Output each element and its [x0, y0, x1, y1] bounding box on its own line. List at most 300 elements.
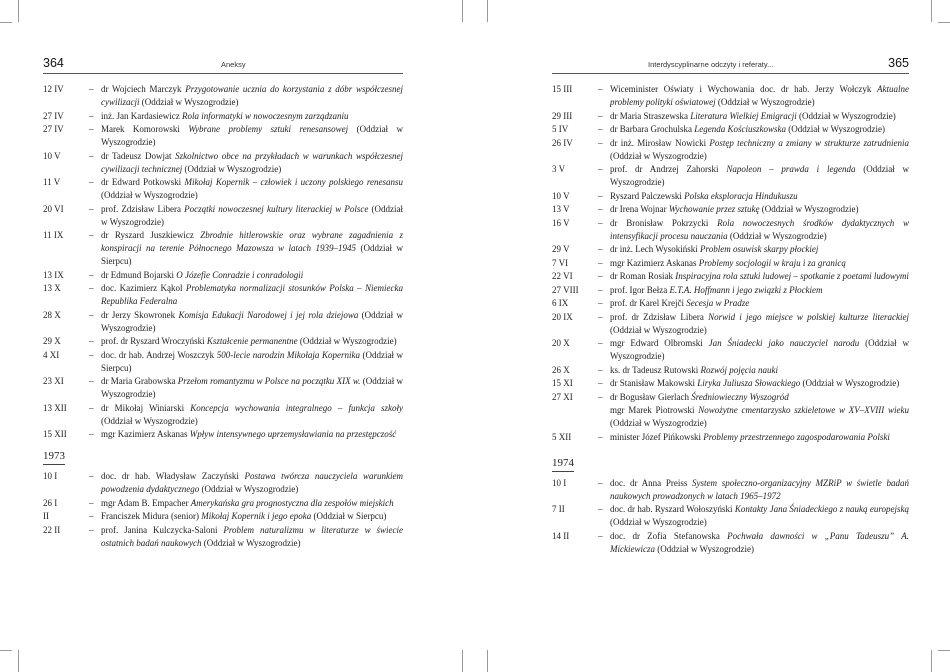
entry-dash: –: [89, 177, 94, 187]
entry-dash: –: [89, 524, 94, 535]
running-head: Interdyscyplinarne odczyty i referaty...: [648, 60, 774, 69]
list-item: [552, 270, 909, 283]
entry-date: 15 XII: [43, 429, 67, 439]
entry-text: [101, 176, 403, 202]
entry-date: 26 I: [43, 497, 58, 508]
entry-dash: –: [598, 204, 603, 214]
entry-date: 13 V: [552, 204, 570, 214]
list-item: [43, 83, 403, 109]
entry-speaker: prof. dr Andrzej Zahorski: [610, 164, 727, 174]
entry-date: 27 XI: [552, 391, 573, 402]
entry-title: Komisja Edukacji Narodowej i jej rola dziejowa: [178, 309, 359, 320]
entry-text: [101, 402, 403, 428]
list-item: [552, 311, 909, 337]
entry-dash: –: [598, 311, 603, 322]
header-rule: [552, 73, 909, 74]
entry-date: 22 II: [43, 524, 61, 535]
entry-date: 29 X: [43, 336, 61, 346]
entry-location: (Oddział w Wyszogrodzie): [610, 164, 909, 187]
entry-date: [552, 404, 598, 430]
entry-dash: –: [89, 230, 94, 240]
entry-dash: –: [89, 349, 94, 360]
entry-date: 6 IX: [552, 298, 569, 308]
entry-date: II: [43, 511, 49, 521]
list-item: [43, 309, 403, 335]
entry-speaker: prof. Igor Bełza: [610, 284, 670, 295]
entry-date: 26 IV: [552, 137, 573, 148]
list-item: [552, 431, 909, 444]
running-head: Aneksy: [221, 60, 246, 69]
entry-title: Początki nowoczesnej kultury literackiej w Polsce: [184, 203, 369, 214]
entry-title: Nowożytne cmentarzysko szkieletowe w XV–XVIII wieku: [698, 405, 909, 415]
entry-dash: –: [598, 190, 603, 201]
entry-dash: –: [598, 244, 603, 254]
entry-title: Wychowanie przez sztukę: [668, 204, 760, 214]
list-item: [43, 510, 403, 523]
list-item: [552, 404, 909, 430]
entry-text: [610, 190, 909, 203]
entry-location: (Oddział w Sierpcu): [101, 243, 403, 266]
list-item: [552, 257, 909, 270]
entry-text: [101, 335, 403, 348]
list-item: [43, 428, 403, 441]
entry-dash: –: [89, 497, 94, 508]
entry-location: (Oddział w Wyszogrodzie): [610, 338, 909, 361]
entry-date: 20 X: [552, 338, 570, 348]
entry-text: [610, 270, 909, 283]
entry-date: 10 V: [43, 150, 61, 161]
entry-text: [610, 311, 909, 337]
entry-title: Szkolnictwo obce na przykładach w warunkach współczesnej cywilizacji technicznej: [101, 150, 404, 174]
entry-date: 20 IX: [552, 311, 573, 322]
header-rule: [43, 73, 403, 74]
entry-title: Amerykańska gra prognostyczna dla zespołów miejskich: [190, 497, 394, 508]
entry-speaker: doc. dr Anna Preiss: [610, 477, 693, 488]
entry-speaker: doc. Kazimierz Kąkol: [101, 283, 186, 293]
entry-speaker: prof. Zdzisław Libera: [101, 203, 185, 214]
entry-date: 4 XI: [43, 349, 60, 360]
entry-date: 14 II: [552, 530, 570, 541]
entry-title: Liryka Juliusza Słowackiego: [697, 378, 801, 388]
entry-text: [610, 530, 909, 556]
entry-text: [610, 83, 909, 109]
entry-speaker: dr Tadeusz Dowjat: [101, 150, 176, 161]
entry-speaker: doc. dr hab. Andrzej Woszczyk: [101, 349, 217, 360]
list-item: [552, 123, 909, 136]
entry-date: 13 IX: [43, 269, 64, 280]
entry-speaker: doc. dr Zofia Stefanowska: [610, 530, 728, 541]
list-item: [43, 203, 403, 229]
entry-speaker: mgr Kazimierz Askanas: [610, 257, 699, 268]
entry-text: [610, 163, 909, 189]
entry-speaker: Marek Komorowski: [101, 124, 189, 134]
list-item: [43, 229, 403, 268]
entry-text: [610, 364, 909, 377]
entry-date: 5 IV: [552, 124, 569, 134]
list-item: [552, 391, 909, 404]
list-item: [43, 110, 403, 123]
entry-title: Rola informatyki w nowoczesnym zarządzaniu: [181, 110, 349, 121]
entry-speaker: ks. dr Tadeusz Rutowski: [610, 364, 701, 375]
entry-speaker: prof. Janina Kulczycka-Saloni: [101, 524, 224, 535]
entry-location: (Oddział w Wyszogrodzie): [785, 124, 885, 134]
entry-title: 500-lecie narodzin Mikołaja Kopernika: [216, 349, 360, 360]
entry-text: [610, 477, 909, 503]
list-item: [552, 110, 909, 123]
entry-title: Postawa twórcza nauczyciela warunkiem powodzenia dydaktycznego: [101, 471, 403, 494]
entry-dash: –: [598, 164, 603, 174]
entry-title: O Józefie Conradzie i conradologii: [176, 269, 304, 280]
list-item: [43, 470, 403, 496]
entry-text: [610, 257, 909, 270]
entry-location: (Oddział w Wyszogrodzie): [101, 376, 403, 399]
entry-dash: –: [89, 336, 94, 346]
entry-title: Napoleon – prawda i legenda: [726, 164, 856, 174]
entry-text: [610, 503, 909, 529]
entry-text: [101, 282, 403, 308]
entry-text: [101, 150, 403, 176]
entry-text: [610, 217, 909, 243]
entry-date: 29 III: [552, 110, 573, 121]
entry-title: Wybrane problemy sztuki renesansowej: [188, 124, 349, 134]
entry-title: Mikołaj Kopernik i jego epoka: [201, 511, 312, 521]
entry-location: (Oddział w Wyszogrodzie): [800, 378, 900, 388]
entry-text: [610, 377, 909, 390]
entry-date: 13 X: [43, 283, 61, 293]
entry-title: Inspiracyjna rola sztuki ludowej – spotkanie z poetami ludowymi: [675, 271, 909, 281]
entry-location: (Oddział w Wyszogrodzie): [796, 110, 896, 121]
entry-speaker: mgr Edward Olbromski: [610, 338, 709, 348]
entry-text: [610, 391, 909, 404]
entry-dash: –: [89, 124, 94, 134]
list-item: [43, 150, 403, 176]
list-item: [552, 503, 909, 529]
entry-date: 11 V: [43, 177, 61, 187]
entry-date: 16 V: [552, 217, 570, 228]
entry-location: (Oddział w Wyszogrodzie): [199, 484, 299, 494]
entry-date: 27 VIII: [552, 284, 579, 295]
entry-date: 15 III: [552, 84, 573, 94]
entry-speaker: dr Edmund Bojarski: [101, 269, 177, 280]
entry-date: 26 X: [552, 364, 570, 375]
entry-dash: –: [598, 284, 603, 295]
entry-text: [101, 524, 403, 550]
entry-location: (Oddział w Sierpcu): [101, 349, 403, 373]
entry-text: [610, 284, 909, 297]
entry-title: Aktualne problemy polityki oświatowej: [610, 84, 909, 107]
crop-mark: [0, 650, 12, 651]
entry-text: [101, 110, 403, 123]
entry-text: [101, 203, 403, 229]
entry-location: (Oddział w Wyszogrodzie): [139, 97, 239, 107]
list-item: [43, 349, 403, 375]
entry-speaker: dr Bogusław Gierlach: [610, 391, 692, 402]
entry-speaker: prof. dr Zdzisław Libera: [610, 311, 709, 322]
entry-title: Rozwój pojęcia nauki: [700, 364, 778, 375]
entry-title: System społeczno-organizacyjny MZRiP w świetle badań naukowych prowadzonych w latach 1965–1972: [610, 477, 909, 501]
entry-location: (Oddział w Wyszogrodzie): [727, 230, 827, 241]
entry-dash: –: [598, 391, 603, 402]
list-item: [43, 282, 403, 308]
entry-dash: –: [598, 84, 603, 94]
entry-location: (Oddział w Wyszogrodzie): [101, 124, 403, 147]
page-header: [43, 56, 403, 72]
entry-text: [101, 497, 403, 510]
page-number: 364: [43, 56, 64, 70]
entry-speaker: dr Wojciech Marczyk: [101, 84, 186, 94]
entry-date: 7 II: [552, 504, 565, 514]
page-number: 365: [888, 56, 909, 70]
entry-location: (Oddział w Wyszogrodzie): [101, 309, 403, 333]
entry-date: 27 IV: [43, 124, 64, 134]
entry-text: [610, 404, 909, 430]
entry-text: [610, 431, 909, 444]
entry-title: Przełom romantyzmu w Polsce na początku XIX w.: [177, 376, 361, 386]
list-item: [552, 217, 909, 243]
list-item: [43, 176, 403, 202]
entry-location: (Oddział w Wyszogrodzie): [610, 418, 707, 428]
entry-title: Problematyka normalizacji stosunków Polska – Niemiecka Republika Federalna: [101, 283, 404, 306]
list-item: [43, 497, 403, 510]
entry-dash: –: [89, 84, 94, 94]
entry-text: [101, 510, 403, 523]
lecture-list: [552, 477, 909, 556]
entry-location: (Oddział w Wyszogrodzie): [610, 517, 707, 527]
entry-date: 7 VI: [552, 257, 569, 268]
entry-speaker: dr Maria Grabowska: [101, 376, 178, 386]
entry-location: (Oddział w Wyszogrodzie): [297, 336, 397, 346]
entry-dash: –: [598, 257, 603, 268]
list-item: [552, 243, 909, 256]
right-page: [552, 56, 909, 556]
entry-location: (Oddział w Wyszogrodzie): [101, 190, 198, 200]
entry-date: 23 XI: [43, 376, 64, 386]
entry-location: (Oddział w Wyszogrodzie): [715, 97, 815, 107]
entry-speaker: dr Irena Wojnar: [610, 204, 669, 214]
entry-speaker: inż. Jan Kardasiewicz: [101, 110, 182, 121]
entry-title: Kontakty Jana Śniadeckiego z nauką europejską: [734, 504, 910, 514]
entry-speaker: dr Ryszard Juszkiewicz: [101, 230, 201, 240]
entry-title: Przygotowanie ucznia do korzystania z dóbr współczesnej cywilizacji: [101, 84, 403, 107]
year-heading: 1973: [43, 450, 403, 465]
left-page: [43, 56, 403, 550]
entry-text: [101, 375, 403, 401]
entry-dash: –: [598, 530, 603, 541]
entry-dash: –: [598, 431, 603, 442]
entry-title: Wpływ intensywnego uprzemysławiania na przestępczość: [189, 429, 397, 439]
entry-location: (Oddział w Wyszogrodzie): [654, 543, 754, 554]
crop-mark: [487, 650, 488, 672]
entry-text: [610, 110, 909, 123]
list-item: [552, 83, 909, 109]
entry-speaker: mgr Adam B. Empacher: [101, 497, 191, 508]
entry-date: 22 VI: [552, 271, 573, 281]
entry-dash: [598, 404, 610, 430]
entry-location: (Oddział w Wyszogrodzie): [182, 163, 282, 174]
entry-speaker: prof. dr Ryszard Wroczyński: [101, 336, 207, 346]
entry-date: 12 IV: [43, 84, 64, 94]
entry-dash: –: [598, 124, 603, 134]
lecture-list: [43, 83, 403, 441]
lecture-list: [552, 83, 909, 444]
entry-dash: –: [598, 477, 603, 488]
entry-dash: –: [598, 271, 603, 281]
lecture-list: [43, 470, 403, 550]
entry-date: 29 V: [552, 244, 570, 254]
entry-text: [610, 137, 909, 163]
entry-speaker: Franciszek Midura (senior): [101, 511, 202, 521]
list-item: [43, 375, 403, 401]
entry-title: Koncepcja wychowania integralnego – funkcja szkoły: [190, 402, 403, 413]
entry-title: Rola nowoczesnych środków dydaktycznych w intensyfikacji procesu nauczania: [610, 217, 909, 241]
entry-dash: –: [598, 504, 603, 514]
crop-mark: [18, 650, 19, 672]
entry-location: (Oddział w Wyszogrodzie): [759, 204, 859, 214]
entry-dash: –: [598, 137, 603, 148]
page-header: [552, 56, 909, 72]
year-heading: 1974: [552, 457, 909, 472]
entry-title: Jan Śniadecki jako nauczyciel narodu: [708, 338, 860, 348]
entry-text: [101, 123, 403, 149]
entry-dash: –: [89, 511, 94, 521]
list-item: [552, 284, 909, 297]
entry-date: 3 V: [552, 164, 566, 174]
entry-text: [101, 309, 403, 335]
entry-date: 28 X: [43, 309, 61, 320]
entry-speaker: dr Stanisław Makowski: [610, 378, 698, 388]
entry-speaker: dr Bronisław Pokrzycki: [610, 217, 718, 228]
entry-text: [610, 123, 909, 136]
entry-speaker: dr Edward Potkowski: [101, 177, 185, 187]
entry-text: [610, 297, 909, 310]
entry-dash: –: [89, 203, 94, 214]
entry-title: Zbrodnie hitlerowskie oraz wybrane zagadnienia z konspiracji na terenie Północnego Mazowsza w latach 1939–1945: [101, 230, 403, 253]
entry-title: E.T.A. Hoffmann i jego związki z Płockiem: [669, 284, 823, 295]
list-item: [552, 297, 909, 310]
entry-speaker: dr Maria Straszewska: [610, 110, 691, 121]
list-item: [43, 123, 403, 149]
entry-speaker: dr inż. Lech Wysokiński: [610, 244, 701, 254]
entry-location: (Oddział w Wyszogrodzie): [101, 415, 198, 426]
entry-speaker: doc. dr hab. Władysław Zaczyński: [101, 471, 245, 481]
entry-date: 10 I: [43, 471, 58, 481]
entry-date: 11 IX: [43, 230, 64, 240]
crop-mark: [0, 22, 12, 23]
crop-mark: [462, 0, 463, 22]
list-item: [552, 203, 909, 216]
entry-title: Postęp techniczny a zmiany w strukturze zatrudnienia: [709, 137, 910, 148]
entry-dash: –: [598, 298, 603, 308]
list-item: [43, 402, 403, 428]
list-item: [552, 477, 909, 503]
entry-title: Polska eksploracja Hindukuszu: [684, 190, 798, 201]
entry-location: (Oddział w Wyszogrodzie): [201, 537, 301, 548]
entry-date: 27 IV: [43, 110, 64, 121]
crop-mark: [462, 650, 463, 672]
list-item: [552, 337, 909, 363]
crop-mark: [487, 0, 488, 22]
entry-dash: –: [598, 217, 603, 228]
entry-text: [101, 229, 403, 268]
entry-location: (Oddział w Wyszogrodzie): [610, 150, 707, 161]
list-item: [552, 364, 909, 377]
entry-dash: –: [89, 471, 94, 481]
entry-title: Norwid i jego miejsce w polskiej kulturze literackiej: [708, 311, 909, 322]
list-item: [552, 377, 909, 390]
entry-dash: –: [89, 309, 94, 320]
entry-text: [610, 243, 909, 256]
entry-speaker: Wiceminister Oświaty i Wychowania doc. dr hab. Jerzy Wołczyk: [610, 84, 877, 94]
entry-dash: –: [89, 110, 94, 121]
entry-title: Problemy socjologii w kraju i za granicą: [698, 257, 846, 268]
entry-speaker: dr Roman Rosiak: [610, 271, 676, 281]
entry-speaker: prof. dr Karel Krejči: [610, 298, 687, 308]
list-item: [552, 137, 909, 163]
crop-mark: [931, 0, 932, 22]
entry-speaker: Ryszard Palczewski: [610, 190, 685, 201]
entry-speaker: mgr Marek Piotrowski: [610, 405, 699, 415]
entry-date: 10 V: [552, 190, 570, 201]
list-item: [552, 190, 909, 203]
entry-speaker: dr Jerzy Skowronek: [101, 309, 179, 320]
entry-dash: –: [598, 378, 603, 388]
entry-speaker: dr inż. Mirosław Nowicki: [610, 137, 710, 148]
entry-text: [101, 349, 403, 375]
entry-dash: –: [89, 150, 94, 161]
entry-location: (Oddział w Wyszogrodzie): [101, 203, 404, 227]
entry-date: 13 XII: [43, 402, 67, 413]
entry-title: Pochwała dawności w „Panu Tadeuszu” A. Mickiewicza: [610, 530, 909, 554]
list-item: [43, 269, 403, 282]
entry-dash: –: [598, 338, 603, 348]
entry-date: 10 I: [552, 477, 567, 488]
entry-title: Średniowieczny Wyszogród: [691, 391, 789, 402]
entry-text: [610, 337, 909, 363]
entry-speaker: doc. dr hab. Ryszard Wołoszyński: [610, 504, 735, 514]
list-item: [43, 335, 403, 348]
entry-dash: –: [598, 364, 603, 375]
entry-title: Problem osuwisk skarpy płockiej: [700, 244, 819, 254]
entry-dash: –: [89, 269, 94, 280]
list-item: [552, 163, 909, 189]
entry-dash: –: [89, 283, 94, 293]
list-item: [552, 530, 909, 556]
entry-dash: –: [598, 110, 603, 121]
entry-speaker: dr Mikołaj Winiarski: [101, 402, 191, 413]
crop-mark: [938, 650, 950, 651]
entry-text: [610, 203, 909, 216]
entry-date: 15 XI: [552, 378, 573, 388]
entry-text: [101, 269, 403, 282]
entry-location: (Oddział w Wyszogrodzie): [610, 324, 707, 335]
entry-speaker: mgr Kazimierz Askanas: [101, 429, 190, 439]
entry-title: Literatura Wielkiej Emigracji: [690, 110, 797, 121]
entry-dash: –: [89, 402, 94, 413]
crop-mark: [931, 650, 932, 672]
crop-mark: [938, 22, 950, 23]
entry-speaker: dr Barbara Grochulska: [610, 124, 695, 134]
entry-text: [101, 83, 403, 109]
entry-title: Problem naturalizmu w literaturze w świecie ostatnich badań naukowych: [101, 524, 403, 548]
entry-title: Legenda Kościuszkowska: [694, 124, 786, 134]
crop-mark: [18, 0, 19, 22]
list-item: [43, 524, 403, 550]
entry-title: Mikołaj Kopernik – człowiek i uczony polskiego renesansu: [184, 177, 403, 187]
entry-dash: –: [89, 376, 94, 386]
entry-speaker: minister Józef Pińkowski: [610, 431, 704, 442]
entry-title: Problemy przestrzennego zagospodarowania Polski: [703, 431, 890, 442]
entry-title: Kształcenie permanentne: [206, 336, 298, 346]
